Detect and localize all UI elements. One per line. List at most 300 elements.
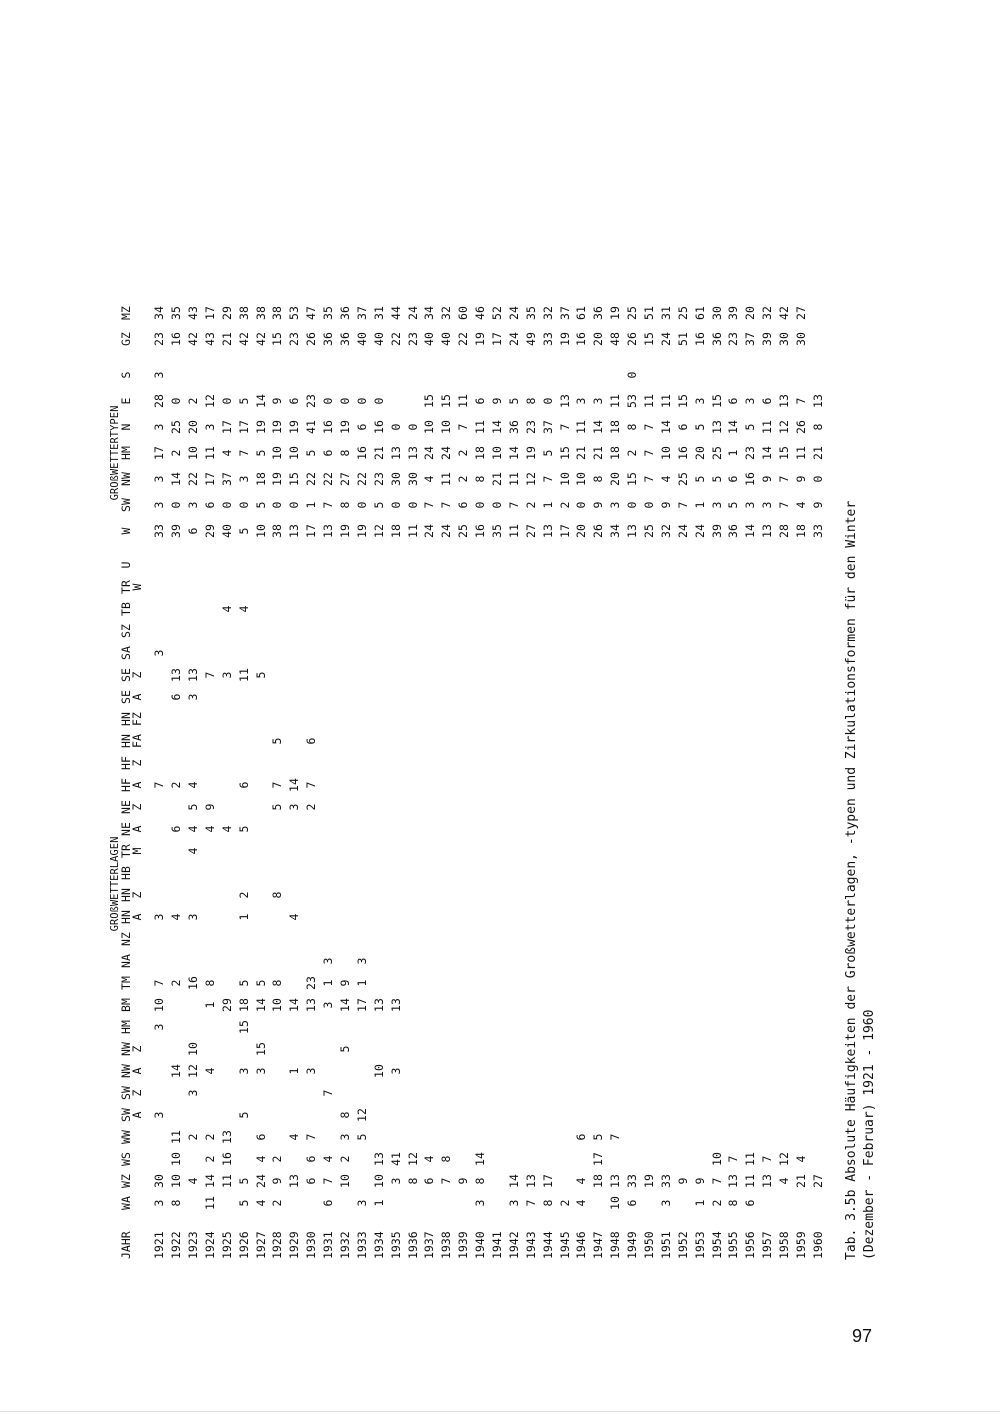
cell-gap: [270, 352, 287, 362]
weather-type-cell: 9: [794, 475, 809, 483]
weather-pattern-cell: [591, 752, 608, 774]
weather-pattern-cell: [743, 884, 760, 906]
year-cell: 1945: [557, 1231, 572, 1259]
weather-pattern-cell: [743, 1104, 760, 1126]
weather-pattern-cell: [405, 1082, 422, 1104]
weather-pattern-cell: [523, 752, 540, 774]
weather-pattern-cell: [641, 730, 658, 752]
weather-pattern-cell: [624, 664, 641, 686]
weather-pattern-cell: [574, 862, 591, 884]
circulation-form-cell: 29: [219, 306, 234, 320]
weather-type-cell: 3: [202, 423, 217, 431]
weather-pattern-cell: [287, 818, 304, 840]
weather-pattern-cell: [253, 928, 270, 950]
column-header-sub: [132, 1148, 152, 1170]
cell-gap: [236, 544, 253, 554]
weather-pattern-cell: [236, 862, 253, 884]
weather-pattern-cell: [641, 928, 658, 950]
column-header: HB: [118, 866, 133, 880]
weather-pattern-cell: [219, 928, 236, 950]
weather-pattern-cell: [422, 1104, 439, 1126]
weather-type-cell: 14: [253, 394, 268, 408]
weather-pattern-cell: [304, 708, 321, 730]
column-header: NE: [118, 800, 133, 814]
weather-pattern-cell: [388, 752, 405, 774]
weather-type-cell: 6: [726, 397, 741, 405]
weather-pattern-cell: [793, 884, 810, 906]
weather-pattern-cell: 15: [253, 1042, 268, 1056]
weather-pattern-cell: [810, 840, 827, 862]
weather-pattern-cell: [287, 708, 304, 730]
weather-pattern-cell: [743, 620, 760, 642]
weather-pattern-cell: [472, 554, 489, 576]
weather-pattern-cell: 3: [219, 671, 234, 679]
weather-type-cell: 18: [473, 446, 488, 460]
weather-pattern-cell: [422, 1082, 439, 1104]
weather-pattern-cell: [557, 752, 574, 774]
weather-pattern-cell: [489, 686, 506, 708]
weather-pattern-cell: [506, 928, 523, 950]
weather-pattern-cell: [287, 950, 304, 972]
weather-pattern-cell: [692, 576, 709, 598]
weather-pattern-cell: [624, 840, 641, 862]
weather-pattern-cell: [202, 620, 219, 642]
weather-pattern-cell: 14: [473, 1152, 488, 1166]
circulation-form-cell: 25: [625, 306, 640, 320]
weather-pattern-cell: [287, 620, 304, 642]
weather-pattern-cell: [456, 818, 473, 840]
weather-pattern-cell: [185, 752, 202, 774]
weather-pattern-cell: [354, 576, 371, 598]
weather-pattern-cell: 13: [371, 998, 386, 1012]
weather-pattern-cell: [557, 928, 574, 950]
weather-pattern-cell: 5: [354, 1133, 369, 1141]
type-column-header-sub: [132, 362, 152, 388]
weather-pattern-cell: [793, 906, 810, 928]
weather-pattern-cell: [591, 862, 608, 884]
weather-pattern-cell: [354, 708, 371, 730]
weather-pattern-cell: [726, 664, 743, 686]
weather-pattern-cell: [472, 1038, 489, 1060]
weather-pattern-cell: [422, 642, 439, 664]
weather-pattern-cell: [152, 796, 169, 818]
weather-pattern-cell: [608, 664, 625, 686]
weather-pattern-cell: [472, 906, 489, 928]
weather-type-cell: 53: [625, 394, 640, 408]
weather-pattern-cell: [540, 664, 557, 686]
weather-pattern-cell: [591, 796, 608, 818]
weather-pattern-cell: [608, 1104, 625, 1126]
weather-type-cell: [608, 362, 625, 388]
column-header: WW: [118, 1130, 133, 1144]
weather-pattern-cell: [608, 1016, 625, 1038]
weather-pattern-cell: 3: [473, 1199, 488, 1207]
weather-type-cell: 18: [608, 446, 623, 460]
weather-pattern-cell: [354, 884, 371, 906]
weather-pattern-cell: [253, 862, 270, 884]
weather-pattern-cell: [506, 862, 523, 884]
weather-pattern-cell: [219, 708, 236, 730]
weather-pattern-cell: [304, 928, 321, 950]
weather-pattern-cell: 3: [354, 1199, 369, 1207]
column-header-sub: Z: [130, 803, 144, 811]
table-row: [692, 300, 709, 1260]
weather-pattern-cell: 11: [743, 1152, 758, 1166]
weather-pattern-cell: [726, 1126, 743, 1148]
weather-pattern-cell: [574, 620, 591, 642]
type-column-header-sub: [132, 414, 152, 440]
weather-pattern-cell: [540, 928, 557, 950]
weather-type-cell: [320, 362, 337, 388]
weather-pattern-cell: [354, 730, 371, 752]
weather-pattern-cell: [304, 1082, 321, 1104]
weather-pattern-cell: [760, 1192, 777, 1214]
weather-pattern-cell: [540, 576, 557, 598]
weather-pattern-cell: [776, 994, 793, 1016]
cell-gap: [540, 352, 557, 362]
weather-pattern-cell: [574, 818, 591, 840]
weather-pattern-cell: [371, 818, 388, 840]
weather-pattern-cell: [185, 620, 202, 642]
weather-pattern-cell: [776, 1126, 793, 1148]
weather-type-cell: 9: [490, 397, 504, 405]
circulation-form-cell: 42: [777, 306, 792, 320]
column-header-sub: Z: [130, 759, 144, 767]
weather-pattern-cell: [388, 1038, 405, 1060]
weather-pattern-cell: [287, 1038, 304, 1060]
weather-pattern-cell: [152, 554, 169, 576]
weather-pattern-cell: [270, 554, 287, 576]
weather-type-cell: [405, 388, 422, 414]
weather-pattern-cell: [692, 1148, 709, 1170]
weather-pattern-cell: [760, 1060, 777, 1082]
weather-pattern-cell: [743, 752, 760, 774]
weather-pattern-cell: [489, 818, 506, 840]
column-header-sub: FA: [130, 734, 144, 748]
circulation-form-cell: 31: [371, 306, 386, 320]
weather-pattern-cell: [422, 1060, 439, 1082]
weather-pattern-cell: [253, 708, 270, 730]
weather-type-cell: 21: [810, 446, 825, 460]
weather-type-cell: 8: [523, 397, 538, 405]
weather-pattern-cell: [506, 906, 523, 928]
weather-pattern-cell: [489, 840, 506, 862]
weather-pattern-cell: [675, 840, 692, 862]
weather-pattern-cell: [760, 950, 777, 972]
weather-pattern-cell: [624, 1060, 641, 1082]
cell-gap: [574, 352, 591, 362]
weather-pattern-cell: [624, 950, 641, 972]
weather-pattern-cell: [388, 840, 405, 862]
weather-pattern-cell: [422, 840, 439, 862]
circulation-form-cell: 46: [473, 306, 488, 320]
weather-pattern-cell: [523, 796, 540, 818]
weather-pattern-cell: [185, 730, 202, 752]
weather-pattern-cell: [185, 950, 202, 972]
weather-pattern-cell: [337, 664, 354, 686]
column-header: SZ: [118, 624, 133, 638]
weather-pattern-cell: 3: [304, 1067, 319, 1075]
weather-pattern-cell: 7: [321, 1089, 336, 1097]
weather-pattern-cell: [388, 1104, 405, 1126]
circulation-form-cell: 37: [743, 332, 758, 346]
weather-type-cell: 22: [185, 472, 200, 486]
weather-pattern-cell: [709, 1082, 726, 1104]
weather-pattern-cell: [591, 972, 608, 994]
weather-type-cell: 17: [152, 446, 167, 460]
weather-pattern-cell: [658, 796, 675, 818]
weather-pattern-cell: [287, 576, 304, 598]
weather-pattern-cell: 4: [777, 1177, 792, 1185]
weather-pattern-cell: [760, 730, 777, 752]
weather-pattern-cell: [743, 642, 760, 664]
weather-type-cell: 11: [439, 472, 454, 486]
weather-pattern-cell: 11: [236, 668, 251, 682]
weather-type-cell: 22: [354, 472, 369, 486]
weather-pattern-cell: [506, 950, 523, 972]
table-row: [641, 300, 658, 1260]
weather-pattern-cell: [439, 862, 456, 884]
weather-pattern-cell: [574, 796, 591, 818]
weather-pattern-cell: [523, 642, 540, 664]
cell-gap: [608, 544, 625, 554]
weather-type-cell: 2: [557, 501, 572, 509]
table-row: [793, 300, 810, 1260]
weather-pattern-cell: [523, 774, 540, 796]
weather-pattern-cell: [726, 928, 743, 950]
weather-type-cell: 18: [253, 472, 268, 486]
weather-pattern-cell: [253, 884, 270, 906]
weather-type-cell: [202, 362, 219, 388]
weather-pattern-cell: [776, 598, 793, 620]
weather-pattern-cell: [776, 906, 793, 928]
weather-type-cell: 3: [574, 397, 589, 405]
weather-type-cell: [557, 362, 574, 388]
weather-pattern-cell: 3: [152, 1199, 167, 1207]
circulation-form-cell: 37: [354, 306, 369, 320]
weather-pattern-cell: [270, 752, 287, 774]
weather-pattern-cell: [726, 554, 743, 576]
weather-pattern-cell: [692, 686, 709, 708]
weather-pattern-cell: [489, 554, 506, 576]
weather-pattern-cell: [726, 708, 743, 730]
weather-pattern-cell: 10: [709, 1152, 724, 1166]
weather-pattern-cell: [692, 950, 709, 972]
weather-pattern-cell: [641, 1126, 658, 1148]
weather-pattern-cell: [456, 1082, 473, 1104]
weather-pattern-cell: [439, 994, 456, 1016]
weather-pattern-cell: 5: [236, 825, 251, 833]
weather-type-cell: 3: [152, 423, 167, 431]
weather-pattern-cell: [540, 752, 557, 774]
weather-pattern-cell: 8: [202, 979, 217, 987]
weather-pattern-cell: [608, 994, 625, 1016]
weather-pattern-cell: [320, 576, 337, 598]
weather-pattern-cell: [675, 1104, 692, 1126]
weather-pattern-cell: 5: [270, 737, 285, 745]
weather-pattern-cell: 1: [371, 1199, 386, 1207]
circulation-form-cell: 30: [777, 332, 792, 346]
column-header: SE: [118, 690, 133, 704]
weather-pattern-cell: [608, 620, 625, 642]
column-header: SW: [118, 1108, 133, 1122]
weather-pattern-cell: [760, 994, 777, 1016]
weather-pattern-cell: [591, 994, 608, 1016]
year-cell: 1943: [523, 1231, 538, 1259]
weather-pattern-cell: [388, 972, 405, 994]
column-header: NW: [118, 1042, 133, 1056]
weather-pattern-cell: [422, 796, 439, 818]
circulation-form-cell: 42: [236, 332, 251, 346]
weather-pattern-cell: [253, 642, 270, 664]
weather-pattern-cell: [337, 642, 354, 664]
cell-gap: [489, 544, 506, 554]
weather-pattern-cell: 4: [287, 913, 302, 921]
weather-pattern-cell: [743, 576, 760, 598]
circulation-form-cell: 33: [540, 332, 555, 346]
weather-pattern-cell: [472, 972, 489, 994]
year-cell: 1940: [473, 1231, 488, 1259]
circulation-form-cell: 17: [490, 332, 504, 346]
weather-pattern-cell: [760, 598, 777, 620]
weather-pattern-cell: [304, 664, 321, 686]
weather-pattern-cell: [439, 1038, 456, 1060]
weather-pattern-cell: 7: [726, 1155, 741, 1163]
weather-pattern-cell: 17: [591, 1152, 606, 1166]
weather-pattern-cell: [152, 862, 169, 884]
weather-pattern-cell: [726, 796, 743, 818]
weather-type-cell: 11: [506, 472, 521, 486]
weather-pattern-cell: 4: [202, 1067, 217, 1075]
column-header: WS: [118, 1152, 133, 1166]
weather-type-cell: 5: [692, 423, 707, 431]
table-row: [439, 300, 456, 1260]
weather-pattern-cell: [557, 642, 574, 664]
weather-type-cell: 11: [202, 446, 217, 460]
weather-pattern-cell: [472, 686, 489, 708]
weather-pattern-cell: [608, 642, 625, 664]
weather-pattern-cell: 3: [321, 957, 336, 965]
weather-pattern-cell: [776, 1016, 793, 1038]
weather-pattern-cell: [472, 708, 489, 730]
weather-pattern-cell: [439, 950, 456, 972]
circulation-form-cell: 38: [253, 306, 268, 320]
weather-type-cell: 3: [152, 501, 167, 509]
weather-pattern-cell: [743, 554, 760, 576]
cell-gap: [726, 352, 743, 362]
weather-pattern-cell: [760, 1104, 777, 1126]
cell-gap: [675, 544, 692, 554]
weather-pattern-cell: [405, 708, 422, 730]
weather-pattern-cell: [456, 1126, 473, 1148]
weather-pattern-cell: [726, 994, 743, 1016]
weather-pattern-cell: [675, 950, 692, 972]
table-row: [304, 300, 321, 1260]
weather-pattern-cell: [253, 752, 270, 774]
weather-type-cell: 20: [692, 446, 707, 460]
weather-pattern-cell: [793, 1082, 810, 1104]
weather-pattern-cell: [776, 642, 793, 664]
weather-pattern-cell: [726, 752, 743, 774]
year-cell: 1946: [574, 1231, 589, 1259]
circulation-form-cell: 43: [185, 306, 200, 320]
weather-pattern-cell: [591, 1192, 608, 1214]
weather-pattern-cell: [692, 862, 709, 884]
weather-pattern-cell: 7: [304, 781, 319, 789]
weather-pattern-cell: [304, 642, 321, 664]
circulation-form-cell: 44: [388, 306, 403, 320]
year-cell: 1929: [287, 1231, 302, 1259]
weather-pattern-cell: [185, 928, 202, 950]
weather-type-cell: 0: [574, 501, 589, 509]
weather-pattern-cell: [422, 928, 439, 950]
weather-type-cell: 0: [219, 501, 234, 509]
weather-pattern-cell: [422, 708, 439, 730]
weather-pattern-cell: [574, 972, 591, 994]
year-cell: 1926: [236, 1231, 251, 1259]
weather-pattern-cell: [506, 664, 523, 686]
weather-pattern-cell: [287, 972, 304, 994]
weather-pattern-cell: [692, 620, 709, 642]
weather-pattern-cell: 14: [202, 1174, 217, 1188]
weather-type-cell: 19: [337, 524, 352, 538]
table-row: [270, 300, 287, 1260]
column-header-sub: FZ: [130, 712, 144, 726]
weather-pattern-cell: [337, 708, 354, 730]
weather-pattern-cell: [591, 576, 608, 598]
circulation-form-cell: 40: [354, 332, 369, 346]
weather-pattern-cell: [371, 576, 388, 598]
weather-pattern-cell: [810, 620, 827, 642]
weather-pattern-cell: [709, 972, 726, 994]
weather-pattern-cell: [574, 774, 591, 796]
weather-type-cell: 11: [405, 524, 420, 538]
weather-pattern-cell: 6: [422, 1177, 437, 1185]
weather-pattern-cell: [523, 598, 540, 620]
weather-type-cell: 3: [591, 397, 606, 405]
weather-pattern-cell: [270, 840, 287, 862]
cell-gap: [692, 352, 709, 362]
weather-pattern-cell: [422, 1192, 439, 1214]
weather-pattern-cell: [557, 840, 574, 862]
weather-pattern-cell: [810, 1148, 827, 1170]
table-row: [591, 300, 608, 1260]
weather-pattern-cell: [743, 774, 760, 796]
weather-pattern-cell: [658, 906, 675, 928]
weather-pattern-cell: [810, 576, 827, 598]
weather-type-cell: [675, 362, 692, 388]
weather-pattern-cell: [270, 862, 287, 884]
circulation-form-cell: 30: [794, 332, 809, 346]
weather-pattern-cell: [168, 1104, 185, 1126]
weather-pattern-cell: [320, 730, 337, 752]
weather-type-cell: 25: [709, 446, 724, 460]
table-row: [185, 300, 202, 1260]
weather-type-cell: 36: [726, 524, 741, 538]
weather-pattern-cell: [675, 972, 692, 994]
weather-pattern-cell: [253, 686, 270, 708]
weather-type-cell: 12: [777, 420, 792, 434]
weather-pattern-cell: 13: [304, 998, 319, 1012]
weather-pattern-cell: [624, 928, 641, 950]
weather-pattern-cell: [219, 752, 236, 774]
weather-pattern-cell: [405, 862, 422, 884]
weather-pattern-cell: [641, 906, 658, 928]
weather-pattern-cell: [168, 840, 185, 862]
cell-gap: [793, 352, 810, 362]
cell-gap: [287, 544, 304, 554]
weather-pattern-cell: [793, 620, 810, 642]
